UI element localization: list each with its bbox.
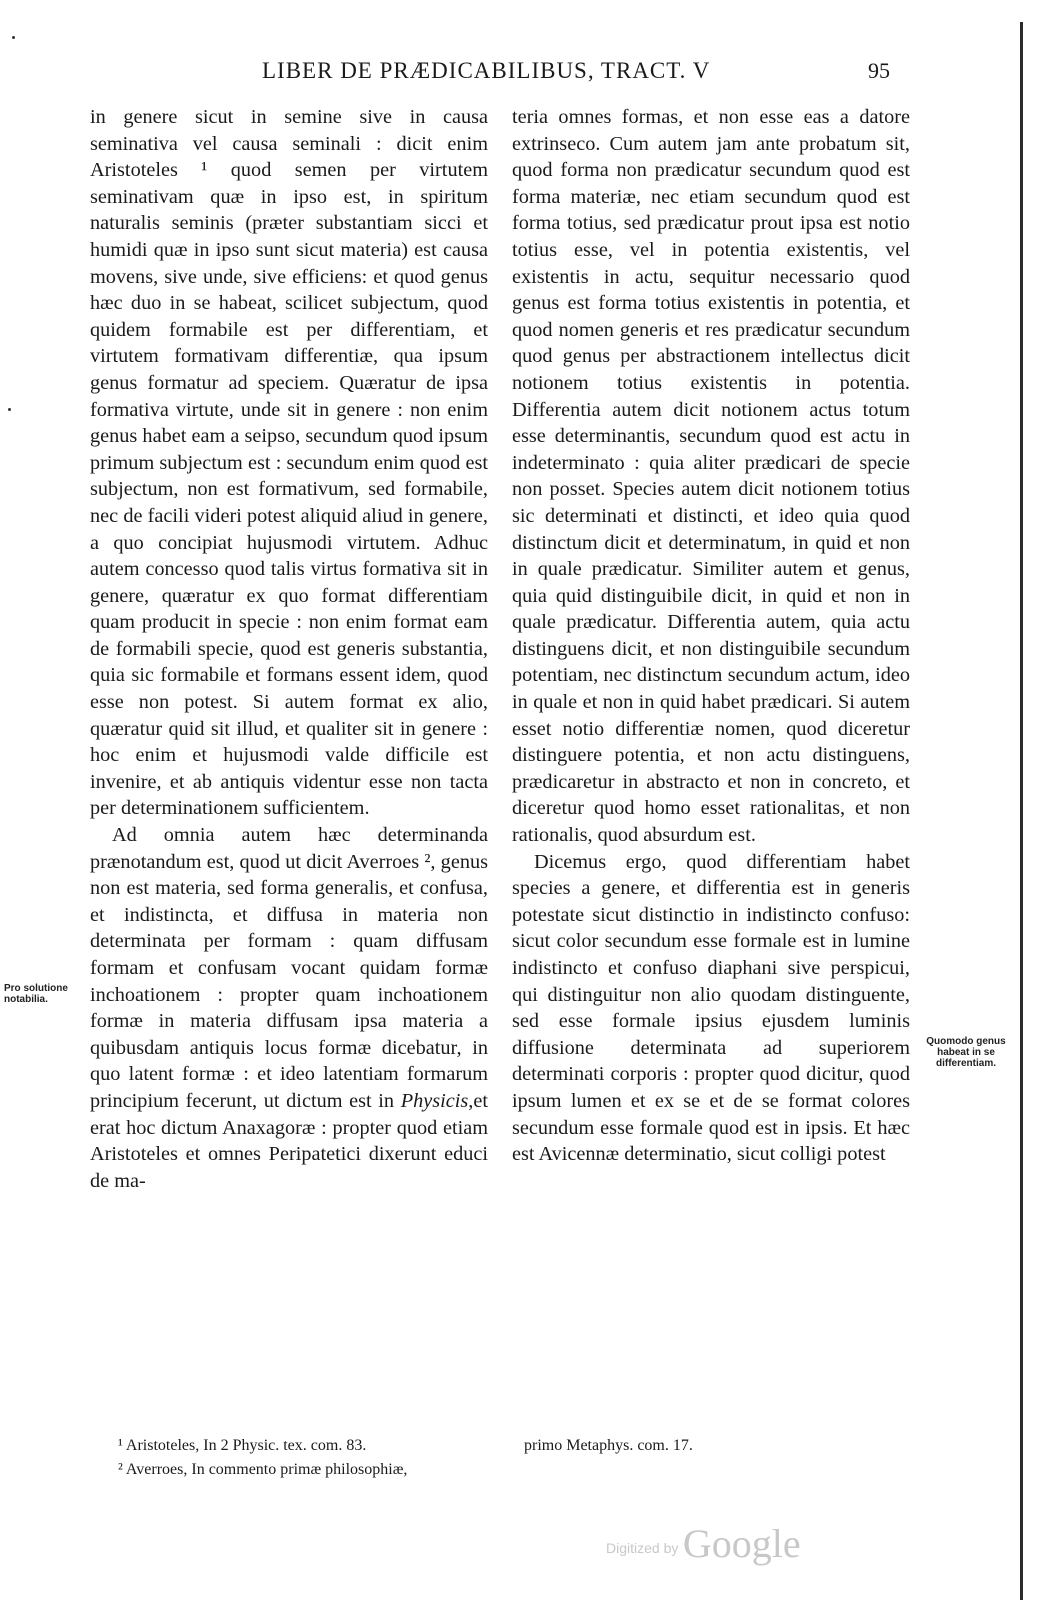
page-edge-rule [1020,22,1023,1600]
running-header-title: LIBER DE PRÆDICABILIBUS, TRACT. V [262,58,711,83]
margin-note-left: Pro solutione notabilia. [4,983,68,1005]
digitized-watermark [606,1520,801,1567]
right-paragraph-1: teria omnes formas, et non esse eas a datore extrinseco. Cum autem jam ante probatum sit, quod forma non prædicatur secundum quod est forma materiæ, nec etiam secundum quod est forma totius, sed prædicatur prout ipsa est notio totius esse, vel in potentia existentis, vel existentis in actu, sequitur necessario quod genus est forma totius existentis in potentia, et quod nomen generis et res prædicatur secundum quod genus per abstractionem intellectus dicit notionem totius existentis in potentia. Differentia autem dicit notionem actus totum esse determinantis, secundum quod est actu in indeterminato : quia aliter prædicari de specie non posset. Species autem dicit notionem totius sic determinati et distincti, et ideo quia quod distinctum dicit et determinatum, in quid et non in quale prædicatur. Similiter autem et genus, quia quid distinguibile dicit, in quid et non in quale prædicatur. Differentia autem, quia actu distinguens dicit, et non distinguibile secundum potentiam, nec distinctum secundum actum, ideo in quale et non in quid habet prædicari. Si autem esset notio differentiæ nomen, quod diceretur distinguere potentia, et non actu distinguens, prædicaretur in abstracto et non in concreto, et diceretur quod homo esset rationalitas, et non rationalis, quod absurdum est. [512,106,910,847]
footnote-2: ² Averroes, In commento primæ philosophiæ, [118,1461,408,1478]
right-column [512,104,910,1168]
left-paragraph-2: Ad omnia autem hæc determinanda prænotandum est, quod ut dicit Averroes ², genus non est materia, sed forma generalis, et confusa, et indistincta, et diffusa in materia non determinata per formam : quam diffusam formam et confusam vocant quidam formæ inchoationem : propter quam inchoationem formæ in materia diffusam ipsa materia a quibusdam antiquis locus formæ dicebatur, in quo latent formæ : et ideo latentiam formarum principium fecerunt, ut dictum est in Physicis,et erat hoc dictum Anaxagoræ : propter quod etiam Aristoteles et omnes Peripatetici dixerunt educi de ma- [90,824,488,1192]
page-number: 95 [868,58,890,83]
google-logo: Google [682,1521,801,1566]
footnote-1: ¹ Aristoteles, In 2 Physic. tex. com. 83. [118,1437,367,1454]
scan-speck [12,36,15,39]
right-paragraph-2: Dicemus ergo, quod differentiam habet species a genere, et differentia est in generis potestate sicut distinctio in indistincto confuso: sicut color secundum esse formale est in lumine indistincto et confuso diaphani sive perspicui, qui distinguitur non alio quodam distinguente, sed esse formale ipsius ejusdem luminis diffusione determinata ad superiorem determinati corporis : propter quod dicitur, quod ipsum lumen et ex se et de se format colores secundum esse formale quod est in ipsis. Et hæc est Avicennæ determinatio, sicut colligi potest [512,850,910,1166]
footnotes-left [118,1434,498,1482]
left-column [90,104,488,1194]
watermark-prefix: Digitized by [606,1540,679,1556]
left-paragraph-1: in genere sicut in semine sive in causa seminativa vel causa seminali : dicit enim Aristoteles ¹ quod semen per virtutem seminativam quæ in ipso est, in spiritum naturalis seminis (præter substantiam sicci et humidi quæ in ipso sunt sicut materia) est causa movens, sive unde, sive efficiens: et quod genus hæc duo in se habeat, scilicet subjectum, quod quidem formabile est per differentiam, et virtutem formativam differentiæ, qua ipsum genus formatur ad speciem. Quæratur de ipsa formativa virtute, unde sit in genere : non enim genus habet eam a seipso, secundum quod ipsum primum subjectum est : secundum enim quod est subjectum, non est formativum, sed formabile, nec de facili videri potest aliquid aliud in genere, a quo concipiat hujusmodi virtutem. Adhuc autem concesso quod talis virtus formativa sit in genere, quæratur ex quo format differentiam quam producit in specie : non enim format eam de formabili specie, quod est generis substantia, quia sic formabile et formans essent idem, quod esse non potest. Si autem format ex alio, quæratur quid sit illud, et qualiter sit in genere : hoc enim et hujusmodi valde difficile est invenire, et ab antiquis videntur esse non tacta per determinationem sufficientem. [90,106,488,820]
margin-note-right: Quomodo genus habeat in se differentiam. [926,1036,1006,1069]
footnote-continuation: primo Metaphys. com. 17. [524,1437,693,1454]
scan-speck [8,408,11,411]
